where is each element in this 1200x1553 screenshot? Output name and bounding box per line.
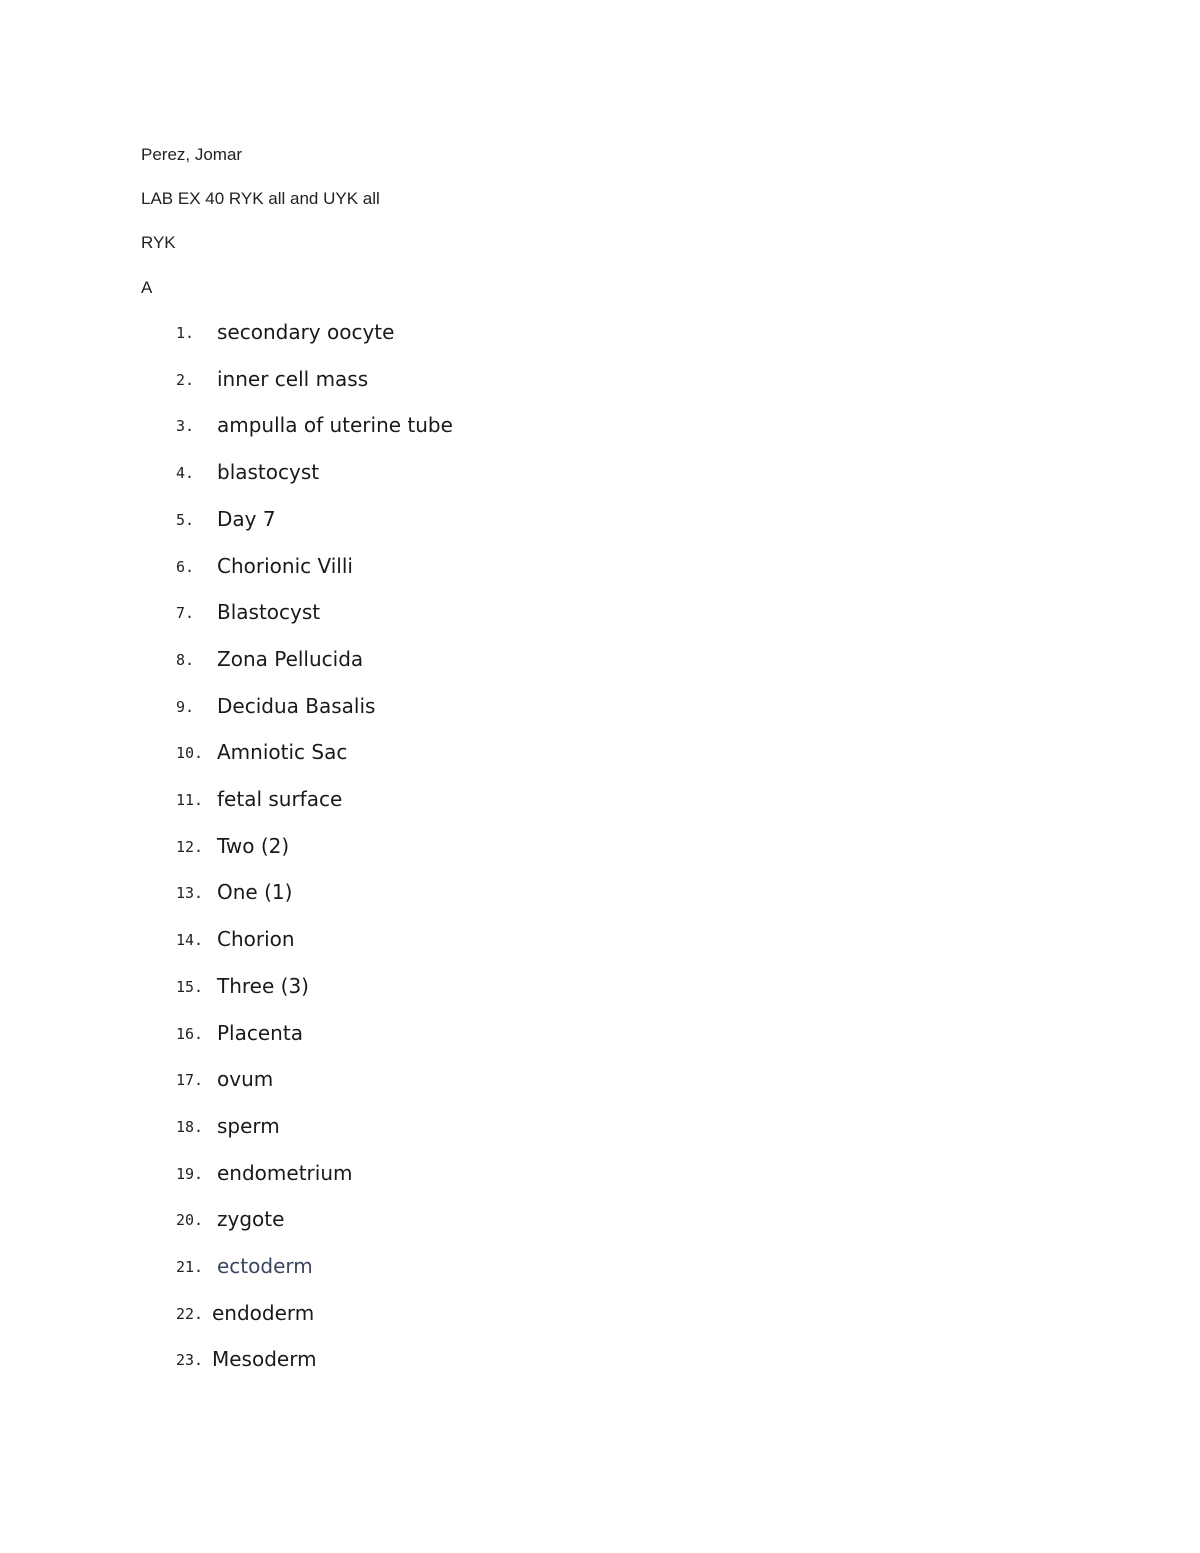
list-item-number: 13.: [176, 884, 204, 902]
list-item-text: secondary oocyte: [217, 320, 395, 344]
list-item-text: Placenta: [217, 1021, 303, 1045]
list-item-number: 4.: [176, 464, 195, 482]
list-item-number: 14.: [176, 931, 204, 949]
list-item-text: Day 7: [217, 507, 276, 531]
list-item-text: endometrium: [217, 1161, 353, 1185]
list-item-text: Three (3): [217, 974, 309, 998]
list-item-text: zygote: [217, 1207, 285, 1231]
list-item-text: Chorion: [217, 927, 295, 951]
list-item-number: 5.: [176, 511, 195, 529]
list-item-text: Two (2): [217, 834, 290, 858]
list-item-number: 12.: [176, 838, 204, 856]
subsection-heading: A: [141, 278, 153, 297]
list-item-number: 16.: [176, 1025, 204, 1043]
list-item-text: ampulla of uterine tube: [217, 413, 453, 437]
list-item-number: 19.: [176, 1165, 204, 1183]
list-item-text: ovum: [217, 1067, 274, 1091]
list-item-number: 15.: [176, 978, 204, 996]
list-item-number: 20.: [176, 1211, 204, 1229]
list-item-text: Chorionic Villi: [217, 554, 353, 578]
list-item-number: 7.: [176, 604, 195, 622]
list-item-number: 6.: [176, 558, 195, 576]
list-item-text: fetal surface: [217, 787, 343, 811]
list-item-text: Amniotic Sac: [217, 740, 348, 764]
list-item-number: 8.: [176, 651, 195, 669]
list-item-number: 11.: [176, 791, 204, 809]
list-item-number: 21.: [176, 1258, 204, 1276]
list-item-number: 18.: [176, 1118, 204, 1136]
list-item-text: Decidua Basalis: [217, 694, 376, 718]
section-heading: RYK: [141, 233, 176, 252]
author-name: Perez, Jomar: [141, 145, 243, 164]
list-item-text: Zona Pellucida: [217, 647, 364, 671]
list-item-number: 23.: [176, 1351, 204, 1369]
list-item-number: 9.: [176, 698, 195, 716]
list-item-text: blastocyst: [217, 460, 320, 484]
list-item-text: inner cell mass: [217, 367, 369, 391]
list-item-text: One (1): [217, 880, 293, 904]
list-item-text: endoderm: [212, 1301, 315, 1325]
list-item-text: sperm: [217, 1114, 280, 1138]
list-item-number: 2.: [176, 371, 195, 389]
list-item-number: 10.: [176, 744, 204, 762]
list-item-text: Blastocyst: [217, 600, 321, 624]
list-item-number: 17.: [176, 1071, 204, 1089]
list-item-text: Mesoderm: [212, 1347, 317, 1371]
list-item-number: 22.: [176, 1305, 204, 1323]
list-item-text: ectoderm: [217, 1254, 313, 1278]
list-item-number: 1.: [176, 324, 195, 342]
list-item-number: 3.: [176, 417, 195, 435]
document-title: LAB EX 40 RYK all and UYK all: [141, 189, 380, 208]
